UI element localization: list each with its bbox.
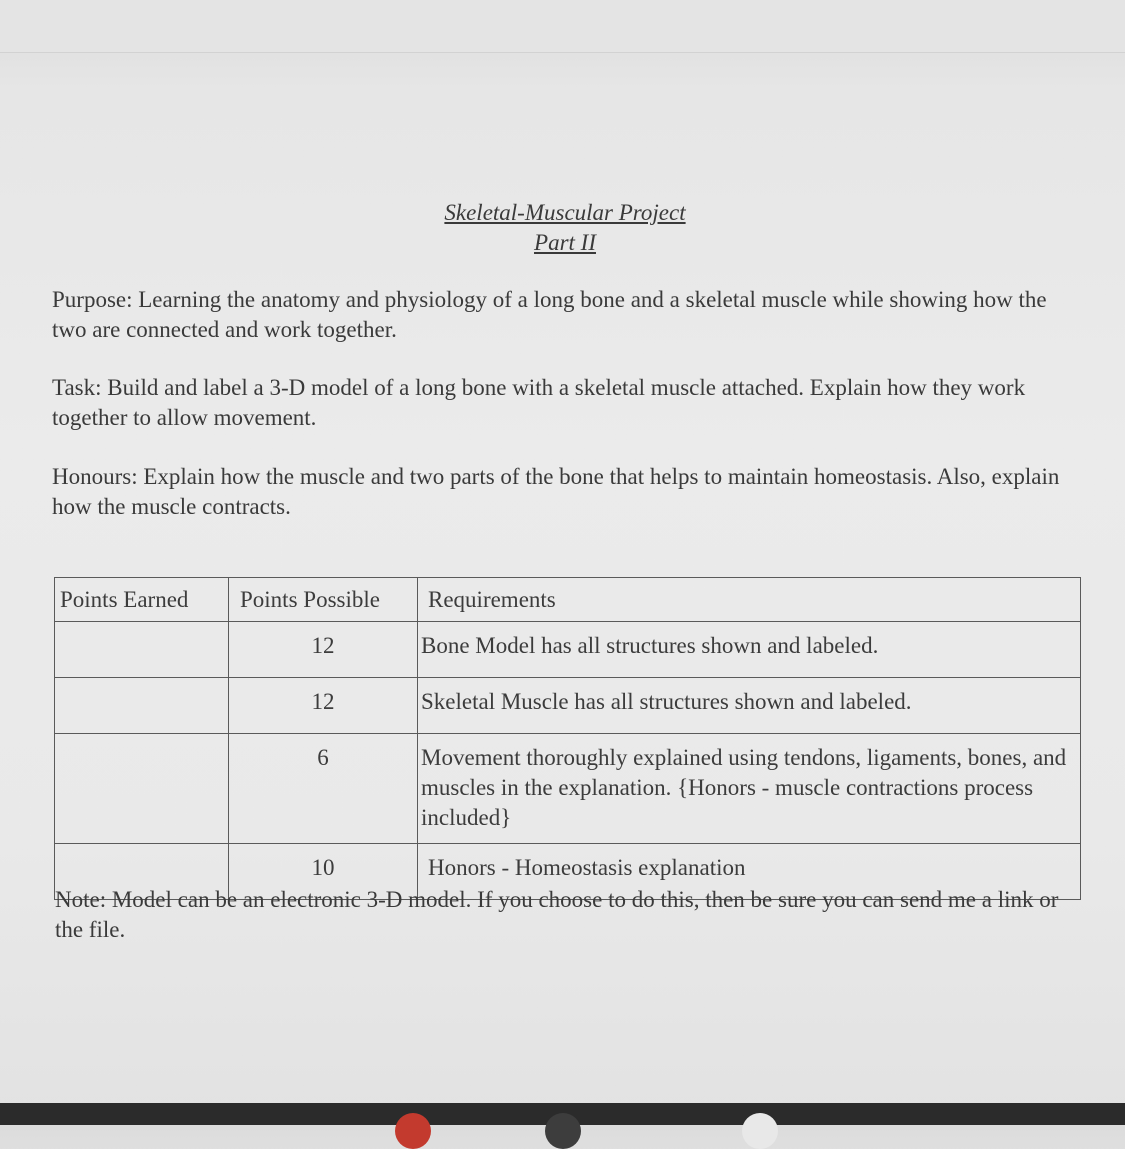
- note-paragraph: Note: Model can be an electronic 3-D model. If you choose to do this, then be sure you can send me a link or the file.: [55, 887, 1059, 942]
- table-row: [55, 678, 1081, 734]
- points-possible-cell: 10: [229, 844, 418, 900]
- document-subtitle: Part II: [534, 230, 596, 255]
- points-earned-cell: [55, 622, 229, 678]
- rubric-header-row: [55, 578, 1081, 622]
- points-earned-cell: [55, 678, 229, 734]
- header-points-possible: Points Possible: [229, 578, 418, 622]
- requirement-cell: Movement thoroughly explained using tendons, ligaments, bones, and muscles in the explanation. {Honors - muscle contractions process included}: [418, 734, 1081, 844]
- points-possible-cell: 12: [229, 678, 418, 734]
- taskbar-app-icon[interactable]: [742, 1113, 778, 1149]
- requirement-cell: Skeletal Muscle has all structures shown and labeled.: [418, 678, 1081, 734]
- requirement-cell: Bone Model has all structures shown and labeled.: [418, 622, 1081, 678]
- taskbar: [0, 1103, 1125, 1125]
- table-row: [55, 734, 1081, 844]
- points-earned-cell: [55, 734, 229, 844]
- header-requirements: Requirements: [418, 578, 1081, 622]
- table-row: [55, 622, 1081, 678]
- honours-paragraph: Honours: Explain how the muscle and two parts of the bone that helps to maintain homeostasis. Also, explain how the muscle contracts.: [52, 464, 1060, 519]
- taskbar-app-icon[interactable]: [395, 1113, 431, 1149]
- points-possible-cell: 6: [229, 734, 418, 844]
- task-paragraph: Task: Build and label a 3-D model of a long bone with a skeletal muscle attached. Explain how they work together to allow movement.: [52, 375, 1026, 430]
- screen-top-band: [0, 0, 1125, 53]
- requirement-cell: Honors - Homeostasis explanation: [418, 844, 1081, 900]
- purpose-paragraph: Purpose: Learning the anatomy and physiology of a long bone and a skeletal muscle while showing how the two are connected and work together.: [52, 287, 1047, 342]
- taskbar-app-icon[interactable]: [545, 1113, 581, 1149]
- rubric-table: [54, 577, 1081, 900]
- header-points-earned: Points Earned: [55, 578, 229, 622]
- document-page: [0, 53, 1125, 1103]
- title-block: [0, 198, 1125, 258]
- document-title: Skeletal-Muscular Project: [444, 200, 686, 225]
- points-possible-cell: 12: [229, 622, 418, 678]
